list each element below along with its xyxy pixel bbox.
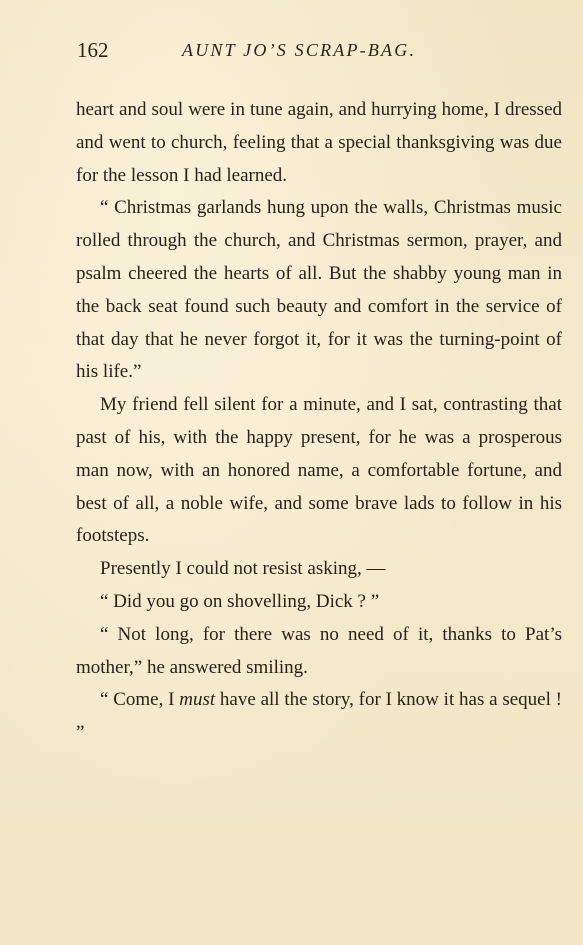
body-text (76, 94, 562, 750)
paragraph: “ Not long, for there was no need of it, thanks to Pat’s mother,” he answered smiling. (76, 623, 562, 678)
running-title: AUNT JO’S SCRAP-BAG. (182, 40, 417, 60)
paragraph: heart and soul were in tune again, and hurrying home, I dressed and went to church, feeling that a special thanksgiving was due for the lesson I had learned. (76, 99, 562, 186)
paragraph-text: have all the story, for I know it has a sequel ! ” (76, 689, 562, 744)
paragraph (76, 684, 562, 750)
paragraph: Presently I could not resist asking, — (100, 558, 386, 580)
page-header (77, 38, 547, 68)
paragraph-text: “ Come, I (100, 689, 180, 711)
paragraph: “ Did you go on shovelling, Dick ? ” (100, 590, 380, 612)
paragraph: My friend fell silent for a minute, and I sat, contrasting that past of his, with the happy present, for he was a prosperous man now, with an honored name, a comfortable fortune, and best of all, a noble wife, and some brave lads to follow in his footsteps. (76, 394, 562, 547)
paragraph: “ Christmas garlands hung upon the walls, Christmas music rolled through the church, and Christmas sermon, prayer, and psalm cheered the hearts of all. But the shabby young man in the back seat found such beauty and comfort in the service of that day that he never forgot it, for it was the turning-point of his life.” (76, 197, 562, 383)
page-number: 162 (77, 38, 109, 62)
emphasized-word: must (179, 689, 216, 711)
